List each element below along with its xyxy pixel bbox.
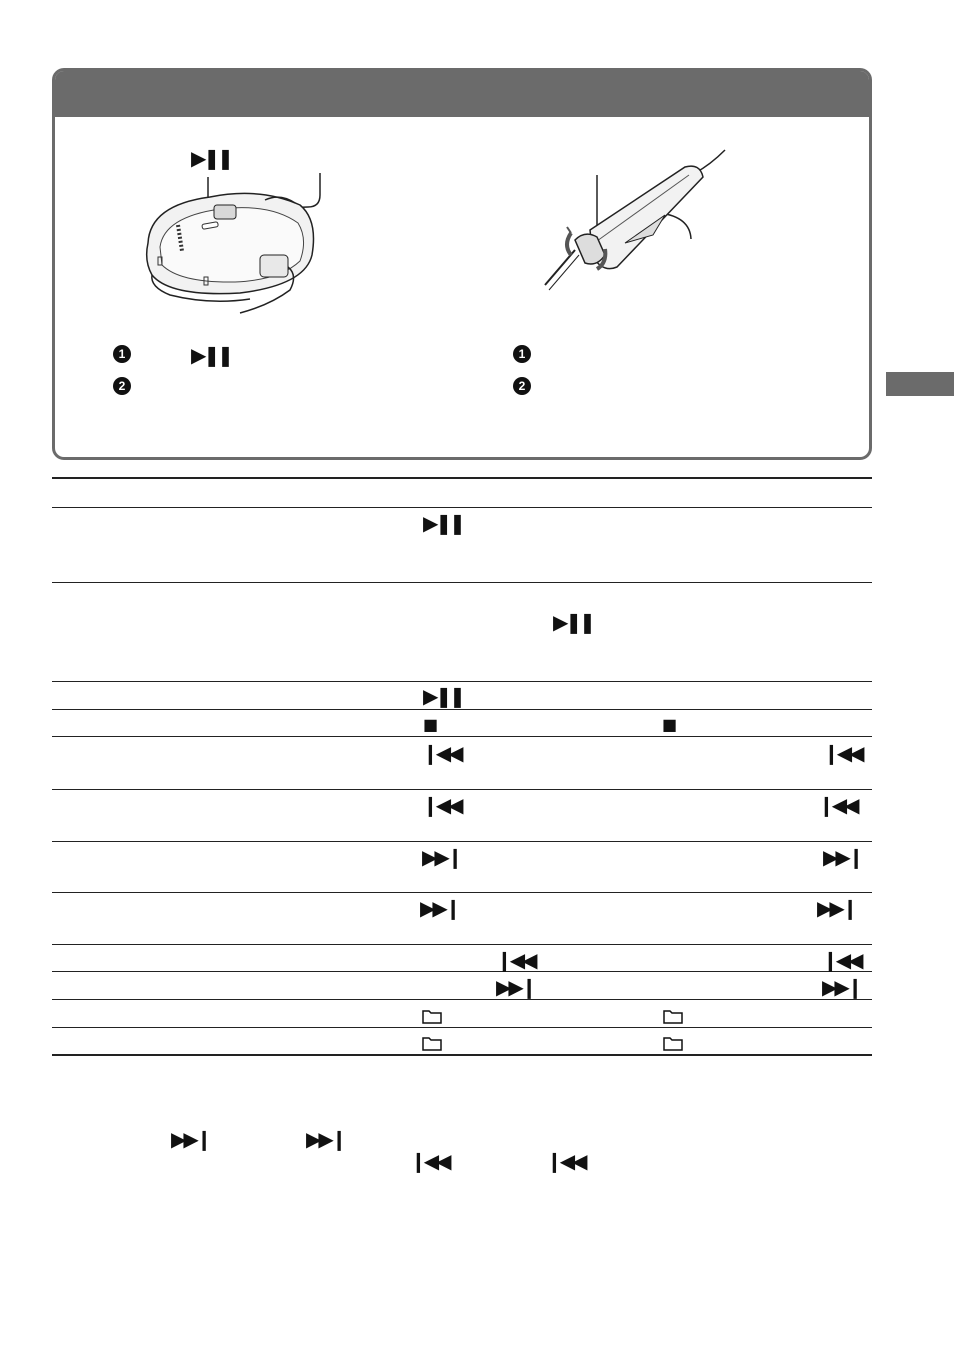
prev-icon: ❙◀◀ bbox=[818, 793, 857, 817]
prev-icon: ❙◀◀ bbox=[422, 741, 461, 765]
step-1-badge: 1 bbox=[513, 345, 531, 363]
prev-icon: ❙◀◀ bbox=[823, 741, 862, 765]
cd-player-illustration bbox=[140, 165, 330, 315]
play-pause-icon: ▶❚❚ bbox=[423, 511, 463, 535]
play-pause-icon: ▶❚❚ bbox=[191, 343, 231, 367]
panel-header bbox=[55, 71, 869, 117]
table-rule bbox=[52, 971, 872, 972]
table-rule bbox=[52, 681, 872, 682]
prev-icon: ❙◀◀ bbox=[496, 948, 535, 972]
side-section-tab bbox=[886, 372, 954, 396]
next-icon: ▶▶❙ bbox=[306, 1127, 345, 1151]
step-2-badge: 2 bbox=[513, 377, 531, 395]
table-rule bbox=[52, 841, 872, 842]
next-icon: ▶▶❙ bbox=[496, 975, 535, 999]
table-rule bbox=[52, 892, 872, 893]
folder-icon bbox=[422, 1035, 442, 1051]
stop-icon: ■ bbox=[662, 715, 678, 734]
table-rule bbox=[52, 477, 872, 479]
folder-icon bbox=[663, 1008, 683, 1024]
next-icon: ▶▶❙ bbox=[422, 845, 461, 869]
stop-icon: ■ bbox=[423, 715, 439, 734]
table-rule bbox=[52, 944, 872, 945]
table-rule bbox=[52, 507, 872, 508]
next-icon: ▶▶❙ bbox=[822, 975, 861, 999]
play-pause-icon: ▶❚❚ bbox=[191, 146, 231, 170]
table-rule bbox=[52, 999, 872, 1000]
prev-icon: ❙◀◀ bbox=[422, 793, 461, 817]
prev-icon: ❙◀◀ bbox=[546, 1149, 585, 1173]
table-rule bbox=[52, 709, 872, 710]
step-1-badge: 1 bbox=[113, 345, 131, 363]
table-rule bbox=[52, 582, 872, 583]
next-icon: ▶▶❙ bbox=[420, 896, 459, 920]
folder-icon bbox=[663, 1035, 683, 1051]
next-icon: ▶▶❙ bbox=[817, 896, 856, 920]
table-rule bbox=[52, 789, 872, 790]
step-2-badge: 2 bbox=[113, 377, 131, 395]
table-rule bbox=[52, 736, 872, 737]
play-pause-icon: ▶❚❚ bbox=[423, 684, 463, 708]
table-rule bbox=[52, 1054, 872, 1056]
play-pause-icon: ▶❚❚ bbox=[553, 610, 593, 634]
next-icon: ▶▶❙ bbox=[171, 1127, 210, 1151]
remote-control-illustration bbox=[535, 145, 735, 295]
prev-icon: ❙◀◀ bbox=[410, 1149, 449, 1173]
next-icon: ▶▶❙ bbox=[823, 845, 862, 869]
prev-icon: ❙◀◀ bbox=[822, 948, 861, 972]
table-rule bbox=[52, 1027, 872, 1028]
folder-icon bbox=[422, 1008, 442, 1024]
